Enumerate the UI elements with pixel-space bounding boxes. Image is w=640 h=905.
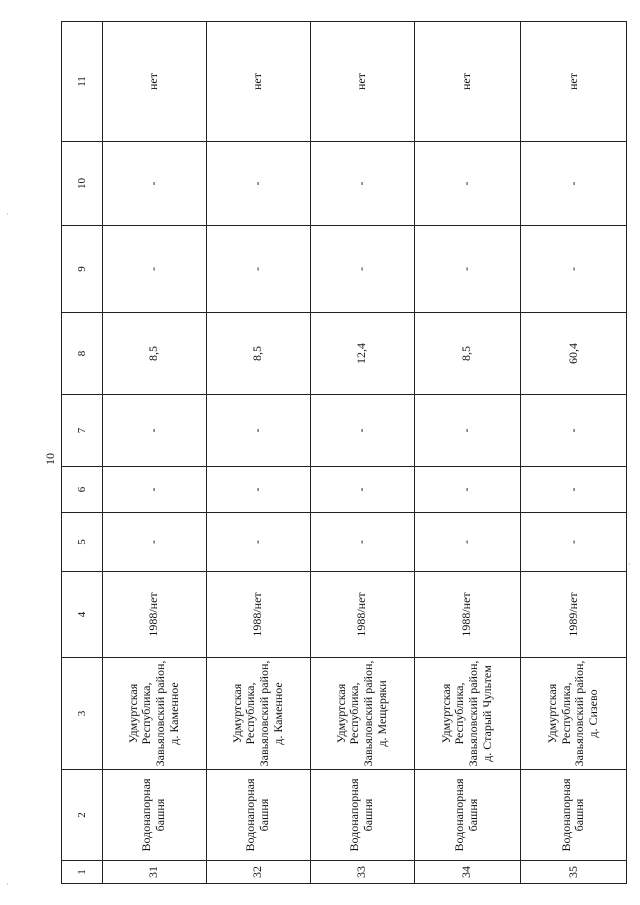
rotated-table-container — [61, 22, 627, 884]
table-cell: - — [414, 513, 520, 572]
column-header: 2 — [62, 770, 103, 861]
table-cell: - — [414, 226, 520, 313]
table-cell: - — [206, 142, 310, 226]
header-row — [62, 22, 103, 884]
table-cell: нет — [102, 22, 206, 142]
column-header: 11 — [62, 22, 103, 142]
table-cell: - — [310, 395, 414, 467]
table-cell: 12,4 — [310, 313, 414, 395]
table-cell: - — [520, 142, 626, 226]
table-cell: 8,5 — [102, 313, 206, 395]
column-header: 1 — [62, 861, 103, 884]
table-cell: - — [310, 142, 414, 226]
column-header: 5 — [62, 513, 103, 572]
table-row — [206, 22, 310, 884]
column-header: 3 — [62, 658, 103, 770]
table-cell: - — [206, 395, 310, 467]
column-header: 9 — [62, 226, 103, 313]
table-cell: - — [206, 513, 310, 572]
column-header: 7 — [62, 395, 103, 467]
table-cell: 33 — [310, 861, 414, 884]
table-cell: - — [206, 226, 310, 313]
table-row — [310, 22, 414, 884]
table-cell: - — [520, 467, 626, 513]
page-number: 10 — [43, 453, 57, 465]
table-cell: нет — [310, 22, 414, 142]
table-cell: Водонапорная башня — [310, 770, 414, 861]
table-cell: 32 — [206, 861, 310, 884]
table-cell: - — [102, 226, 206, 313]
table-cell: 1988/нет — [206, 572, 310, 658]
table-cell: 60,4 — [520, 313, 626, 395]
table-cell: Удмуртская Республика, Завьяловский район, д. Каменное — [102, 658, 206, 770]
column-header: 6 — [62, 467, 103, 513]
table-cell: Удмуртская Республика, Завьяловский район, д. Сизево — [520, 658, 626, 770]
table-cell: Водонапорная башня — [102, 770, 206, 861]
table-row — [520, 22, 626, 884]
table-cell: 1989/нет — [520, 572, 626, 658]
table-cell: - — [102, 395, 206, 467]
table-cell: Водонапорная башня — [414, 770, 520, 861]
table-cell: нет — [206, 22, 310, 142]
table-cell: 34 — [414, 861, 520, 884]
table-cell: - — [206, 467, 310, 513]
table-row — [102, 22, 206, 884]
table-row — [414, 22, 520, 884]
table-cell: 1988/нет — [310, 572, 414, 658]
table-cell: - — [310, 513, 414, 572]
table-cell: - — [520, 513, 626, 572]
table-cell: - — [102, 142, 206, 226]
column-header: 8 — [62, 313, 103, 395]
margin-mark: · — [6, 210, 9, 219]
table-cell: Удмуртская Республика, Завьяловский район, д. Каменное — [206, 658, 310, 770]
table-cell: - — [520, 395, 626, 467]
table-cell: Водонапорная башня — [206, 770, 310, 861]
table-cell: нет — [520, 22, 626, 142]
table-cell: 35 — [520, 861, 626, 884]
column-header: 10 — [62, 142, 103, 226]
table-cell: - — [414, 142, 520, 226]
table-cell: 8,5 — [206, 313, 310, 395]
table-cell: - — [102, 467, 206, 513]
column-header: 4 — [62, 572, 103, 658]
table-cell: Удмуртская Республика, Завьяловский район, д. Старый Чультем — [414, 658, 520, 770]
table-cell: 1988/нет — [102, 572, 206, 658]
margin-mark: · — [6, 880, 9, 889]
table-cell: - — [414, 467, 520, 513]
objects-table — [61, 21, 627, 884]
table-cell: Удмуртская Республика, Завьяловский район, д. Мещеряки — [310, 658, 414, 770]
table-cell: - — [102, 513, 206, 572]
table-cell: нет — [414, 22, 520, 142]
table-cell: Водонапорная башня — [520, 770, 626, 861]
table-cell: - — [520, 226, 626, 313]
table-body — [62, 22, 627, 884]
margin-mark: · — [628, 560, 631, 569]
table-cell: 31 — [102, 861, 206, 884]
table-cell: - — [310, 467, 414, 513]
table-cell: - — [310, 226, 414, 313]
table-cell: - — [414, 395, 520, 467]
table-cell: 8,5 — [414, 313, 520, 395]
table-cell: 1988/нет — [414, 572, 520, 658]
